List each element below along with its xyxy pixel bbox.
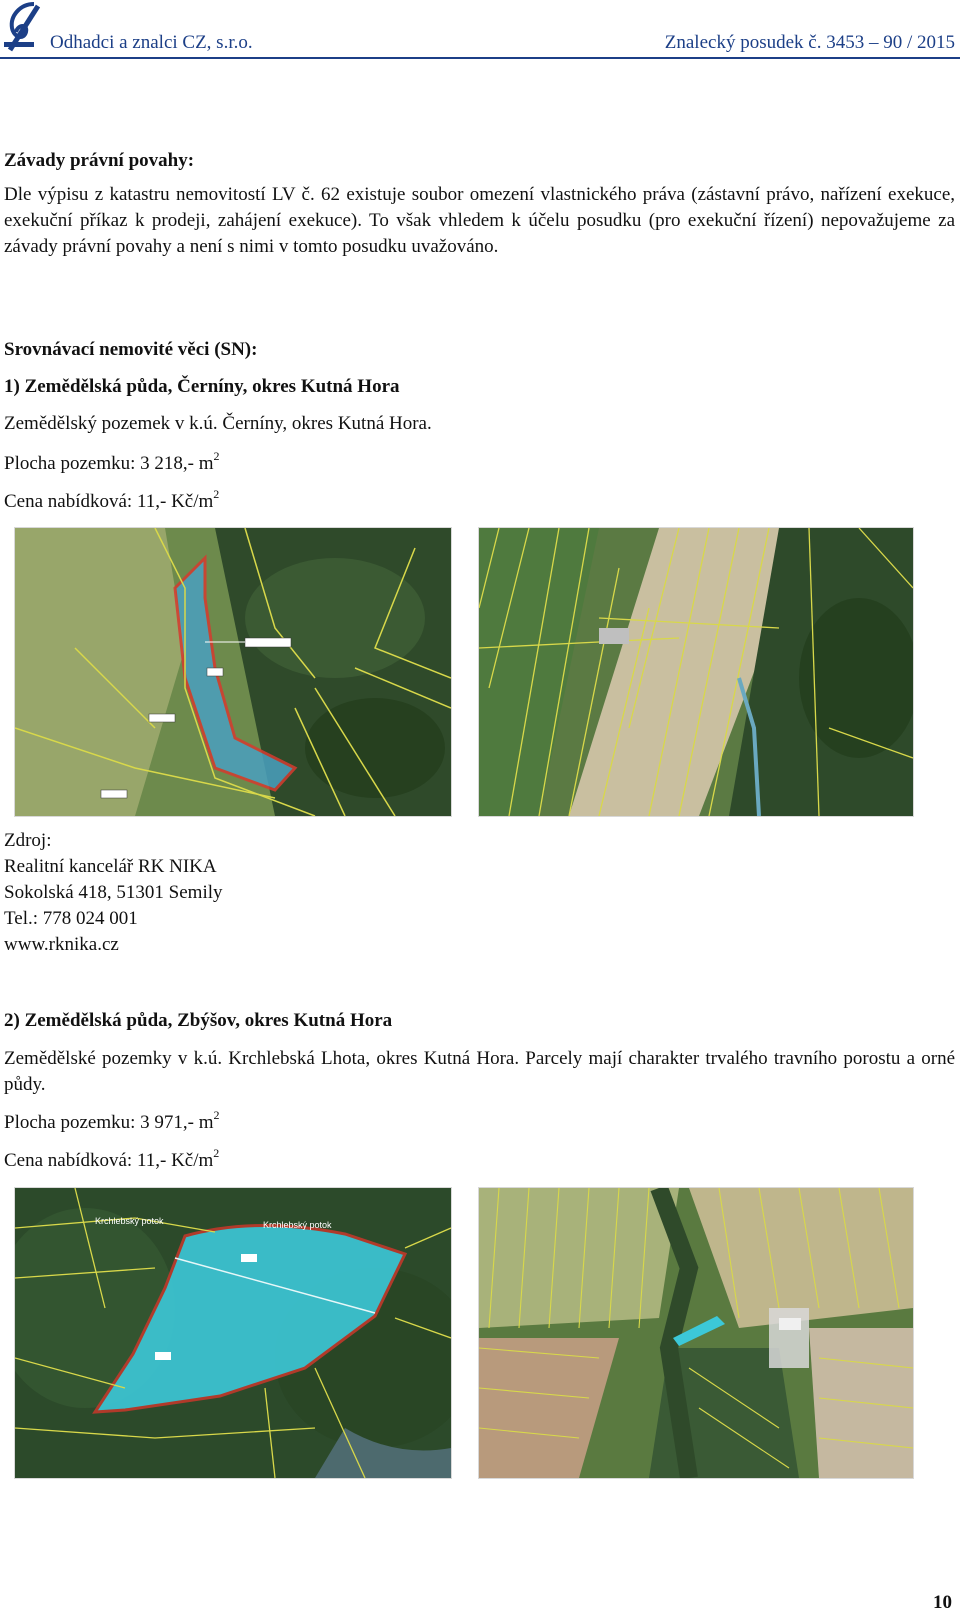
item1-price: Cena nabídková: 11,- $Kč/m^2$ <box>4 486 220 512</box>
comparison-heading: Srovnávací nemovité věci (SN): <box>4 339 258 360</box>
source-phone: Tel.: 778 024 001 <box>4 908 138 929</box>
item2-cadastral-map <box>14 1187 452 1479</box>
source-web: www.rknika.cz <box>4 934 119 955</box>
header-divider <box>0 57 960 59</box>
item1-cadastral-map <box>14 527 452 817</box>
item2-map-label-left: Krchlebský potok <box>95 1216 164 1226</box>
page-number: 10 <box>933 1592 952 1613</box>
item2-map-label-right: Krchlebský potok <box>263 1220 332 1230</box>
source-address: Sokolská 418, 51301 Semily <box>4 882 223 903</box>
item2-price: Cena nabídková: 11,- $Kč/m^2$ <box>4 1145 220 1171</box>
item1-area: Plocha pozemku: 3 218,- $m^2$ <box>4 448 220 474</box>
company-logo-icon <box>4 2 42 52</box>
item1-orthophoto-map <box>478 527 914 817</box>
header-company: Odhadci a znalci CZ, s.r.o. <box>50 32 253 53</box>
item1-description: Zemědělský pozemek v k.ú. Černíny, okres Kutná Hora. <box>4 413 432 434</box>
source-agency: Realitní kancelář RK NIKA <box>4 856 217 877</box>
header-report-number: Znalecký posudek č. 3453 – 90 / 2015 <box>664 32 955 53</box>
item2-description: Zemědělské pozemky v k.ú. Krchlebská Lhota, okres Kutná Hora. Parcely mají charakter trvalého travního porostu a orné půdy. <box>4 1048 955 1095</box>
item2-title: 2) Zemědělská půda, Zbýšov, okres Kutná Hora <box>4 1010 393 1031</box>
item1-title: 1) Zemědělská půda, Černíny, okres Kutná Hora <box>4 376 400 397</box>
legal-heading: Závady právní povahy: <box>4 150 195 171</box>
item2-orthophoto-map <box>478 1187 914 1479</box>
legal-paragraph: Dle výpisu z katastru nemovitostí LV č. 62 existuje soubor omezení vlastnického práva (zástavní právo, nařízení exekuce, exekuční příkaz k prodeji, zahájení exekuce). To však vhledem k účelu posudku (pro exekuční řízení) nepovažujeme za závady právní povahy a není s nimi v tomto posudku uvažováno. <box>4 184 955 257</box>
source-label: Zdroj: <box>4 830 52 851</box>
item2-area: Plocha pozemku: 3 971,- $m^2$ <box>4 1107 220 1133</box>
